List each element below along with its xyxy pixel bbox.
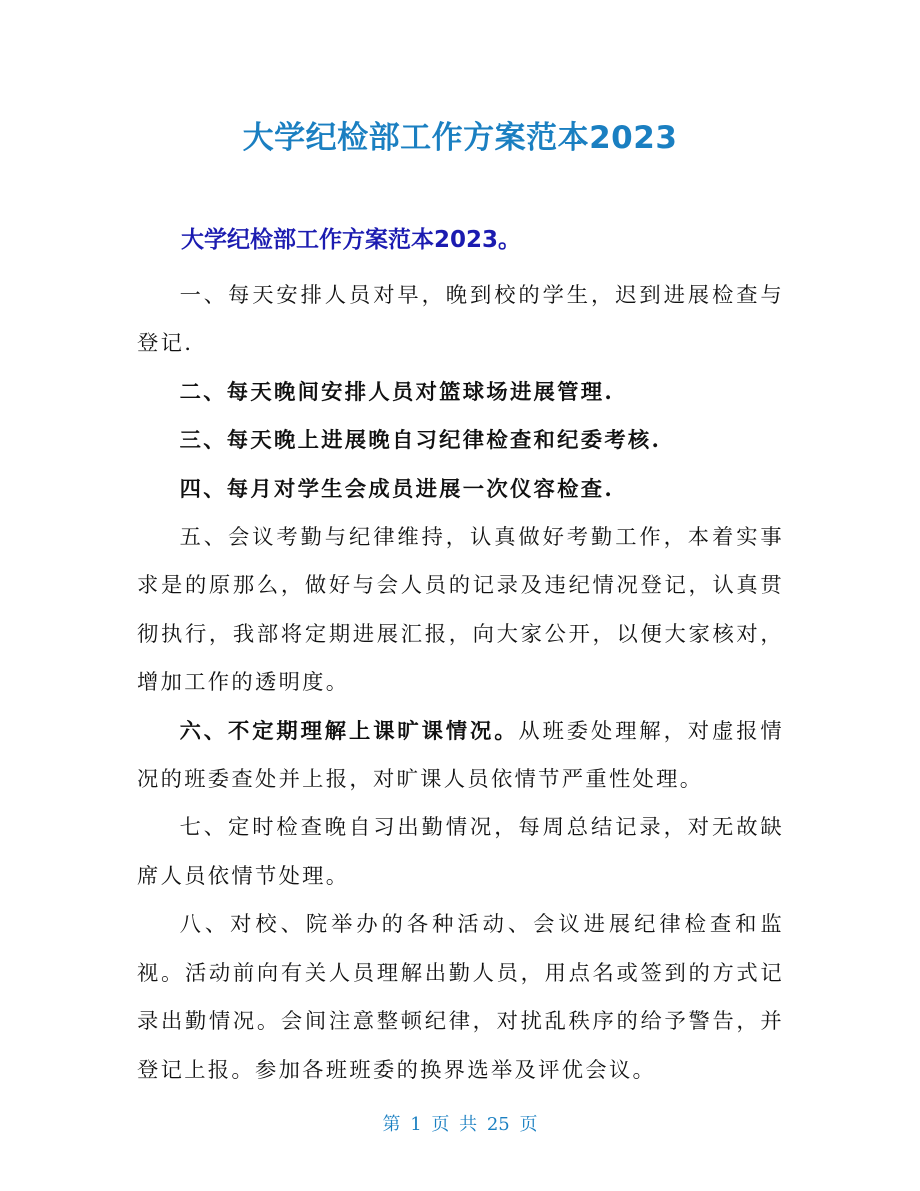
document-title: 大学纪检部工作方案范本2023 bbox=[242, 120, 678, 156]
paragraph-6-heading: 六、不定期理解上课旷课情况。 bbox=[179, 718, 519, 744]
paragraph-3: 三、每天晚上进展晚自习纪律检查和纪委考核. bbox=[179, 428, 662, 454]
document-body bbox=[137, 272, 784, 1095]
paragraph-4: 四、每月对学生会成员进展一次仪容检查. bbox=[179, 476, 615, 502]
document-subtitle: 大学纪检部工作方案范本2023。 bbox=[181, 227, 522, 253]
page-footer: 第 1 页 共 25 页 bbox=[382, 1114, 538, 1135]
paragraph-7: 七、定时检查晚自习出勤情况，每周总结记录，对无故缺席人员依情节处理。 bbox=[137, 815, 784, 889]
paragraph-6-text: 从班委处理解，对虚报情况的班委查处并上报，对旷课人员依情节严重性处理。 bbox=[137, 718, 785, 793]
paragraph-1: 一、每天安排人员对早，晚到校的学生，迟到进展检查与登记. bbox=[137, 283, 784, 357]
paragraph-6 bbox=[137, 708, 784, 805]
paragraph-2: 二、每天晚间安排人员对篮球场进展管理. bbox=[179, 379, 615, 405]
paragraph-8: 八、对校、院举办的各种活动、会议进展纪律检查和监视。活动前向有关人员理解出勤人员，用点名或签到的方式记录出勤情况。会间注意整顿纪律，对扰乱秩序的给予警告，并登记上报。参加各班班委的换界选举及评优会议。 bbox=[137, 912, 784, 1083]
paragraph-5: 五、会议考勤与纪律维持，认真做好考勤工作，本着实事求是的原那么，做好与会人员的记录及违纪情况登记，认真贯彻执行，我部将定期进展汇报，向大家公开，以便大家核对，增加工作的透明度。 bbox=[137, 525, 784, 696]
